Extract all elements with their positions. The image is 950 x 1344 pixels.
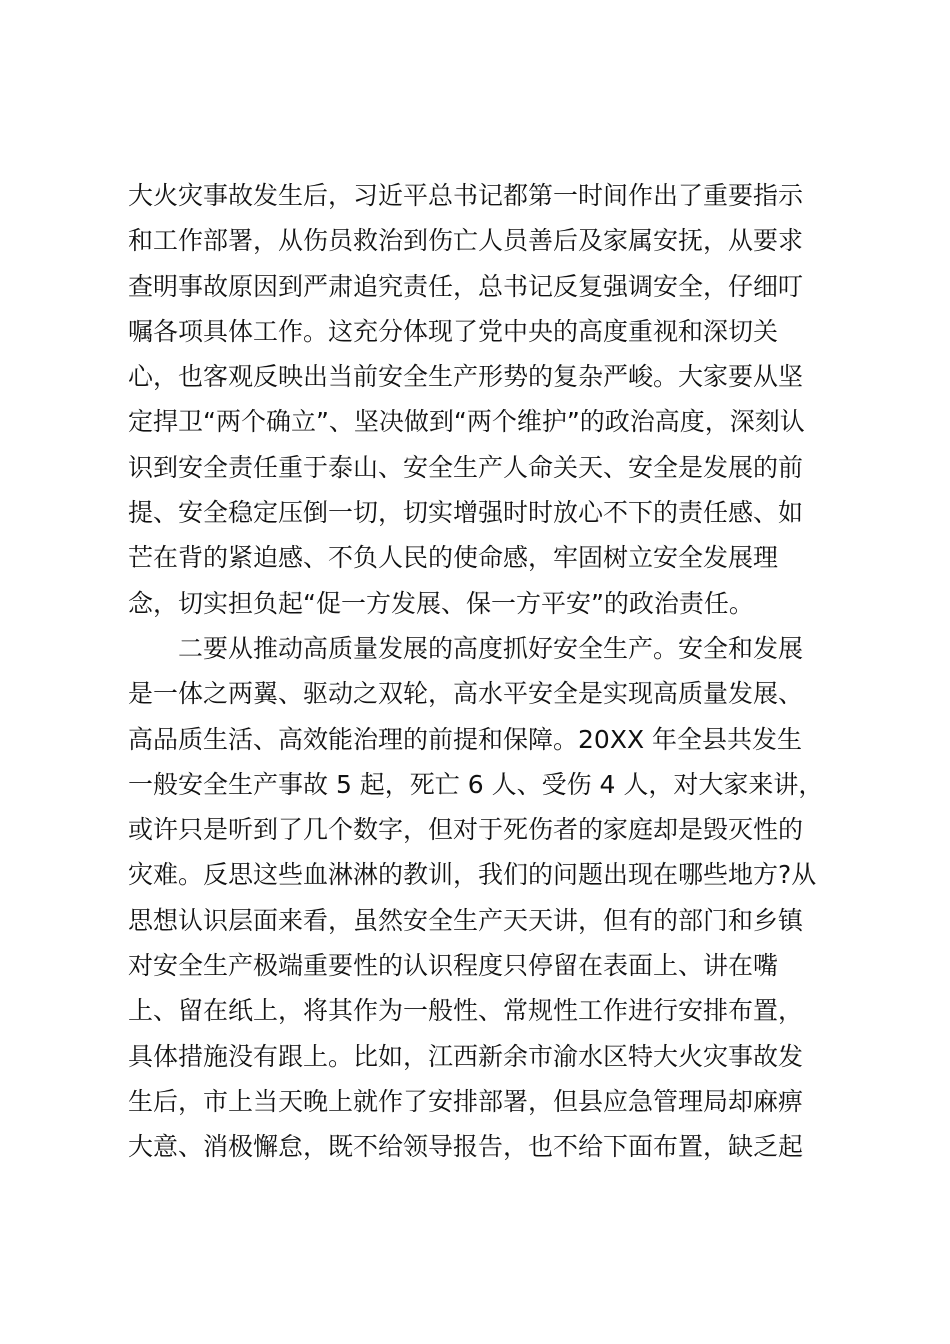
- text-line: 高品质生活、高效能治理的前提和保障。20XX 年全县共发生: [128, 724, 803, 754]
- text-line: 定捍卫“两个确立”、坚决做到“两个维护”的政治高度，深刻认: [128, 407, 805, 437]
- text-line: 查明事故原因到严肃追究责任，总书记反复强调安全，仔细叮: [128, 271, 804, 301]
- body-text: [128, 173, 828, 1170]
- text-line: 或许只是听到了几个数字，但对于死伤者的家庭却是毁灭性的: [128, 815, 804, 845]
- text-line: 是一体之两翼、驱动之双轮，高水平安全是实现高质量发展、: [128, 679, 804, 709]
- text-line: 识到安全责任重于泰山、安全生产人命关天、安全是发展的前: [128, 452, 804, 482]
- text-line: 大意、消极懈怠，既不给领导报告，也不给下面布置，缺乏起: [128, 1132, 804, 1162]
- paragraph-first-line: 二要从推动高质量发展的高度抓好安全生产。安全和发展: [178, 633, 804, 663]
- text-line: 嘱各项具体工作。这充分体现了党中央的高度重视和深切关: [128, 316, 779, 346]
- text-line: 一般安全生产事故 5 起，死亡 6 人、受伤 4 人，对大家来讲，: [128, 769, 824, 799]
- text-line: 上、留在纸上，将其作为一般性、常规性工作进行安排布置，: [128, 996, 804, 1026]
- text-line: 对安全生产极端重要性的认识程度只停留在表面上、讲在嘴: [128, 951, 779, 981]
- text-line: 念，切实担负起“促一方发展、保一方平安”的政治责任。: [128, 588, 754, 618]
- text-line: 生后，市上当天晚上就作了安排部署，但县应急管理局却麻痹: [128, 1086, 804, 1116]
- text-line: 思想认识层面来看，虽然安全生产天天讲，但有的部门和乡镇: [128, 905, 804, 935]
- text-line: 灾难。反思这些血淋淋的教训，我们的问题出现在哪些地方?从: [128, 860, 817, 890]
- text-line: 心，也客观反映出当前安全生产形势的复杂严峻。大家要从坚: [128, 362, 804, 392]
- text-line: 和工作部署，从伤员救治到伤亡人员善后及家属安抚，从要求: [128, 226, 804, 256]
- text-line: 具体措施没有跟上。比如，江西新余市渝水区特大火灾事故发: [128, 1041, 804, 1071]
- text-line: 提、安全稳定压倒一切，切实增强时时放心不下的责任感、如: [128, 498, 804, 528]
- text-line: 大火灾事故发生后，习近平总书记都第一时间作出了重要指示: [128, 181, 804, 210]
- text-line: 芒在背的紧迫感、不负人民的使命感，牢固树立安全发展理: [128, 543, 779, 573]
